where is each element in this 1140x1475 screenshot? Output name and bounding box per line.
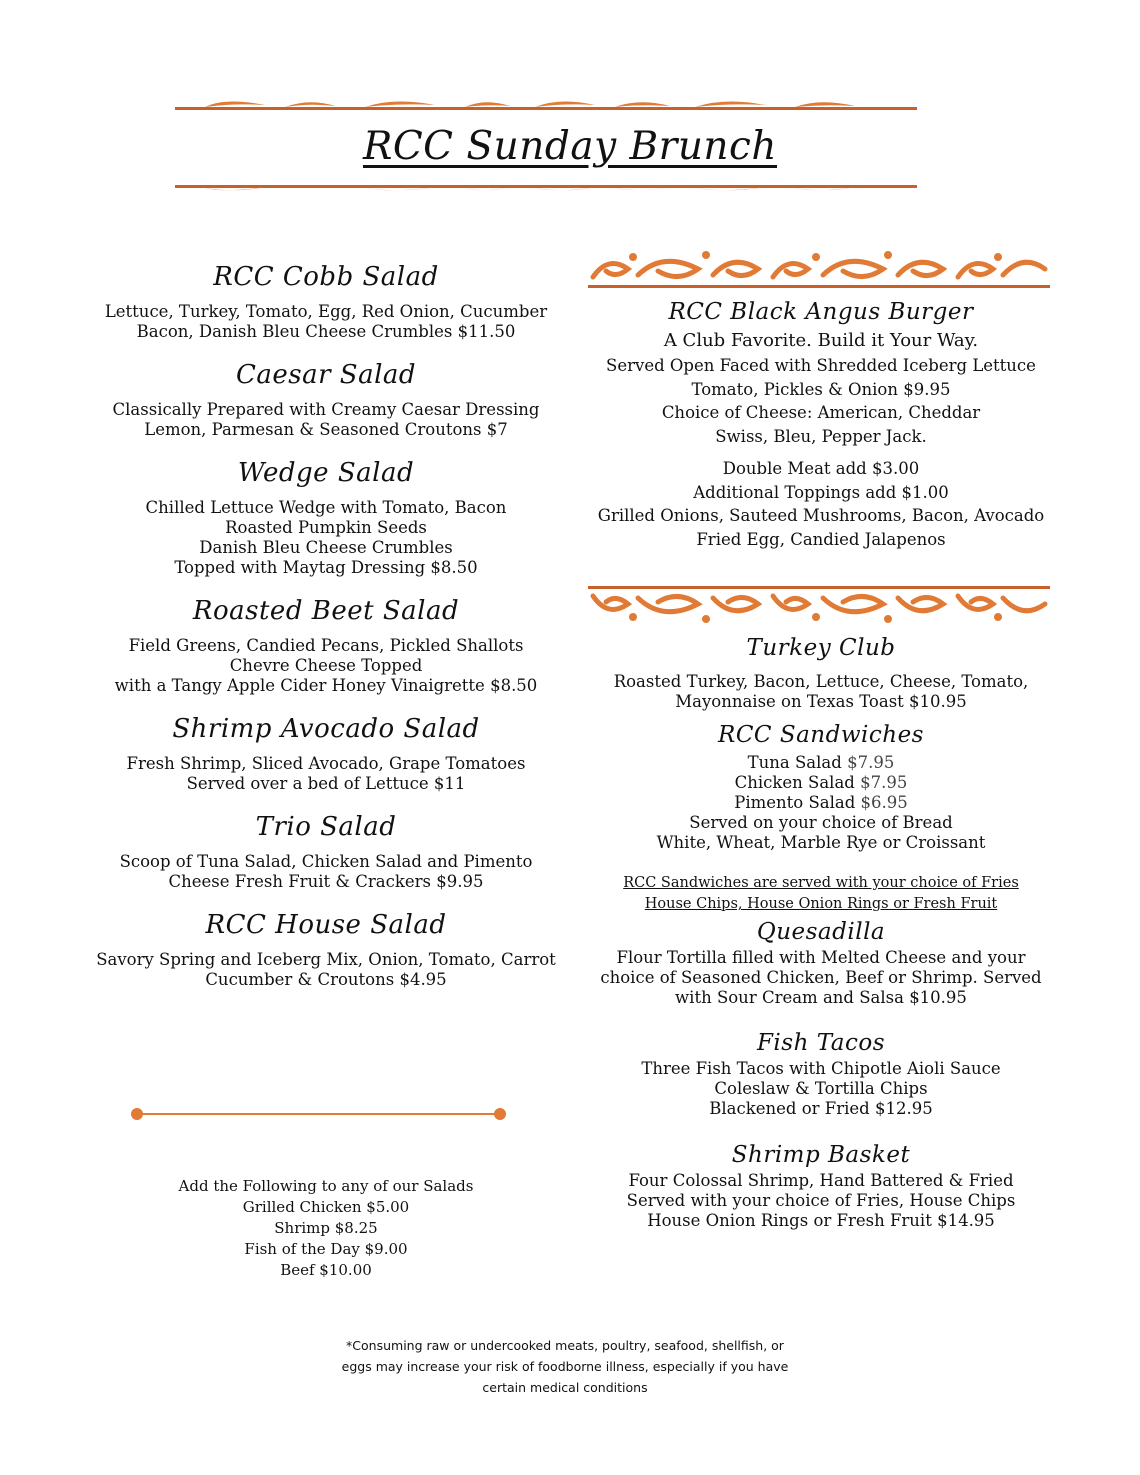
menu-item-roasted-beet-salad — [90, 592, 562, 696]
item-description: Tomato, Pickles & Onion $9.95 — [691, 379, 951, 399]
menu-item-cobb-salad — [90, 258, 562, 342]
food-safety-disclaimer — [300, 1335, 830, 1398]
item-title: RCC Black Angus Burger — [668, 299, 974, 325]
item-title: Shrimp Avocado Salad — [172, 714, 480, 744]
item-title: Fish Tacos — [756, 1030, 886, 1056]
item-description: House Onion Rings or Fresh Fruit $14.95 — [647, 1211, 995, 1230]
menu-item-burger — [590, 296, 1052, 551]
menu-item-sandwiches — [590, 719, 1052, 915]
menu-item-caesar-salad — [90, 356, 562, 440]
title-bottom-divider — [175, 179, 917, 193]
sandwich-label: Chicken Salad — [734, 773, 855, 792]
item-description: with Sour Cream and Salsa $10.95 — [675, 988, 967, 1007]
item-description: Served with your choice of Fries, House Chips — [626, 1191, 1016, 1210]
sandwich-sides-note: RCC Sandwiches are served with your choice of Fries — [623, 875, 1019, 891]
addon-item: Fish of the Day $9.00 — [244, 1240, 408, 1258]
item-description: Additional Toppings add $1.00 — [693, 482, 949, 502]
sandwich-option — [590, 793, 1052, 813]
item-title: RCC Cobb Salad — [213, 262, 439, 292]
item-description: White, Wheat, Marble Rye or Croissant — [656, 833, 986, 852]
item-description: Fresh Shrimp, Sliced Avocado, Grape Tomatoes — [126, 754, 526, 773]
item-description: Savory Spring and Iceberg Mix, Onion, Tomato, Carrot — [96, 950, 556, 969]
item-description: Danish Bleu Cheese Crumbles — [199, 538, 453, 557]
addon-item: Shrimp $8.25 — [274, 1219, 378, 1237]
item-description: Scoop of Tuna Salad, Chicken Salad and Pimento — [119, 852, 533, 871]
item-description: Lemon, Parmesan & Seasoned Croutons $7 — [144, 420, 508, 439]
ornament-divider-top — [588, 245, 1050, 290]
disclaimer-line: eggs may increase your risk of foodborne illness, especially if you have — [341, 1359, 789, 1374]
salad-addons — [90, 1176, 562, 1281]
addons-heading: Add the Following to any of our Salads — [178, 1177, 474, 1195]
item-description: Coleslaw & Tortilla Chips — [714, 1079, 928, 1098]
item-description: Three Fish Tacos with Chipotle Aioli Sauce — [641, 1059, 1001, 1078]
sandwich-price: $6.95 — [860, 793, 908, 812]
ornament-divider-middle — [588, 584, 1050, 629]
page-title: RCC Sunday Brunch — [362, 124, 778, 169]
menu-item-trio-salad — [90, 808, 562, 892]
sandwich-label: Pimento Salad — [734, 793, 856, 812]
item-description: Mayonnaise on Texas Toast $10.95 — [675, 692, 967, 711]
sandwich-label: Tuna Salad — [747, 753, 842, 772]
disclaimer-line: *Consuming raw or undercooked meats, poultry, seafood, shellfish, or — [346, 1338, 784, 1353]
sandwich-sides-note: House Chips, House Onion Rings or Fresh Fruit — [644, 896, 998, 912]
item-description: Served on your choice of Bread — [689, 813, 953, 832]
item-title: Turkey Club — [746, 635, 896, 661]
item-title: RCC House Salad — [205, 910, 447, 940]
item-description: Field Greens, Candied Pecans, Pickled Shallots — [128, 636, 524, 655]
item-description: Fried Egg, Candied Jalapenos — [696, 529, 946, 549]
item-description: Lettuce, Turkey, Tomato, Egg, Red Onion, Cucumber — [104, 302, 548, 321]
item-tagline: A Club Favorite. Build it Your Way. — [663, 330, 979, 351]
sandwich-option — [590, 773, 1052, 793]
item-description: Grilled Onions, Sauteed Mushrooms, Bacon, Avocado — [597, 506, 1045, 525]
sandwich-price: $7.95 — [847, 753, 895, 772]
item-description: Topped with Maytag Dressing $8.50 — [174, 558, 478, 577]
salads-column — [90, 258, 562, 1004]
disclaimer-line: certain medical conditions — [482, 1380, 648, 1395]
menu-item-shrimp-avocado-salad — [90, 710, 562, 794]
item-title: Quesadilla — [756, 919, 886, 945]
item-description: Choice of Cheese: American, Cheddar — [661, 403, 981, 422]
sandwich-price: $7.95 — [860, 773, 908, 792]
menu-item-shrimp-basket — [590, 1139, 1052, 1231]
item-description: Roasted Pumpkin Seeds — [225, 518, 427, 537]
item-description: Chevre Cheese Topped — [229, 656, 423, 675]
item-description: Served over a bed of Lettuce $11 — [186, 774, 466, 793]
item-description: Swiss, Bleu, Pepper Jack. — [715, 426, 927, 446]
item-description: Flour Tortilla filled with Melted Cheese and your — [616, 948, 1026, 967]
item-description: Bacon, Danish Bleu Cheese Crumbles $11.50 — [136, 322, 516, 341]
item-description: Cheese Fresh Fruit & Crackers $9.95 — [168, 872, 484, 891]
item-title: Trio Salad — [255, 812, 397, 842]
item-description: Roasted Turkey, Bacon, Lettuce, Cheese, Tomato, — [613, 672, 1029, 691]
item-title: RCC Sandwiches — [718, 722, 924, 748]
title-top-divider — [175, 98, 917, 112]
addon-item: Grilled Chicken $5.00 — [242, 1198, 410, 1216]
addon-item: Beef $10.00 — [280, 1261, 372, 1279]
menu-item-quesadilla — [590, 916, 1052, 1008]
item-description: Blackened or Fried $12.95 — [709, 1099, 933, 1118]
menu-item-house-salad — [90, 906, 562, 990]
item-description: choice of Seasoned Chicken, Beef or Shrimp. Served — [600, 968, 1042, 987]
item-title: Roasted Beet Salad — [192, 596, 460, 626]
sandwich-option — [590, 753, 1052, 773]
item-title: Wedge Salad — [237, 458, 415, 488]
item-description: Served Open Faced with Shredded Iceberg Lettuce — [606, 356, 1036, 375]
item-description: Chilled Lettuce Wedge with Tomato, Bacon — [145, 498, 507, 517]
item-title: Caesar Salad — [235, 360, 417, 390]
item-title: Shrimp Basket — [731, 1142, 911, 1168]
menu-item-wedge-salad — [90, 454, 562, 578]
item-description: Cucumber & Croutons $4.95 — [205, 970, 447, 989]
item-description: Classically Prepared with Creamy Caesar Dressing — [112, 400, 540, 419]
item-description: with a Tangy Apple Cider Honey Vinaigrette $8.50 — [114, 676, 538, 695]
menu-item-fish-tacos — [590, 1027, 1052, 1119]
item-description: Four Colossal Shrimp, Hand Battered & Fried — [628, 1171, 1014, 1190]
dot-divider — [130, 1107, 510, 1121]
menu-item-turkey-club — [590, 632, 1052, 712]
item-description: Double Meat add $3.00 — [722, 459, 920, 478]
